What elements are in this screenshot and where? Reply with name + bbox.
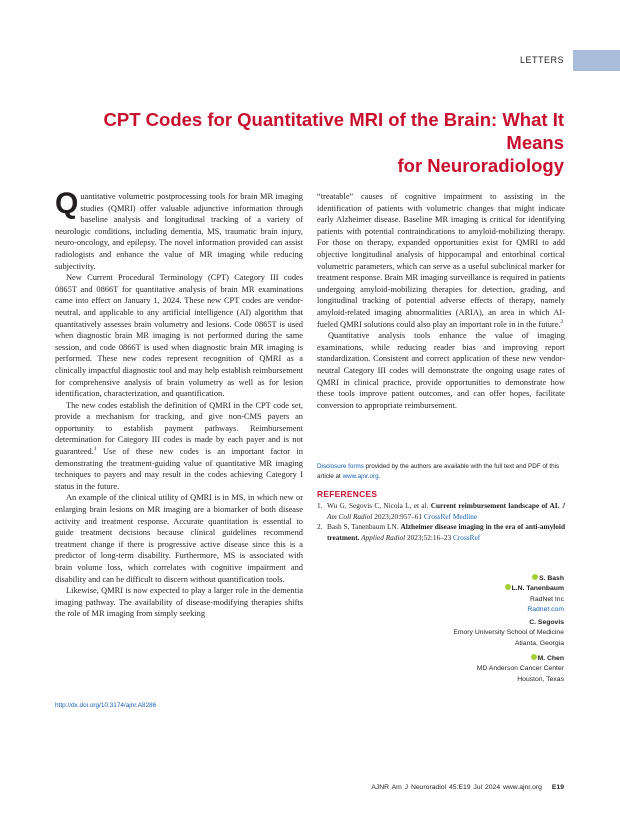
section-color-bar: [573, 50, 620, 71]
reference-citation: 2023;52:16–23: [405, 532, 453, 542]
footer-journal-info: AJNR Am J Neuroradiol 45:E19 Jul 2024 www.ajnr.org: [371, 784, 542, 791]
paragraph-3-text-b: Use of these new codes is an important factor in demonstrating the treatment-guiding value of quantitative MR imaging techniques to payers and may result in the codes achieving Category I status in the future.: [55, 447, 303, 491]
orcid-icon[interactable]: [532, 574, 538, 580]
drop-cap: Q: [55, 187, 79, 220]
author-block-radnet: [505, 574, 564, 616]
author-name: L.N. Tanenbaum: [511, 585, 564, 593]
author-block-mdanderson: [477, 654, 564, 685]
paragraph-5: Likewise, QMRI is now expected to play a larger role in the dementia imaging pathway. The availability of disease-modifying therapies shifts the role of MR imaging from simply seeking: [55, 586, 303, 619]
page-footer: [371, 784, 564, 791]
reference-number: 2.: [317, 522, 323, 532]
reference-title: Alzheimer disease imaging in the era of anti-amyloid treatment.: [327, 522, 565, 542]
author-location: Atlanta, Georgia: [514, 639, 564, 647]
disclosure-text: provided by the authors are available with the full text and PDF of this article at: [317, 463, 560, 481]
reference-links[interactable]: CrossRef: [453, 532, 481, 542]
paragraph-6: [317, 191, 565, 330]
reference-authors: Wu G, Segovis C, Nicola L, et al.: [327, 501, 431, 510]
reference-text: [327, 501, 565, 522]
left-column: [55, 187, 303, 620]
author-affiliation: Emory University School of Medicine: [453, 629, 564, 637]
references-heading: REFERENCES: [317, 489, 378, 499]
right-column: [317, 191, 565, 411]
disclosure-end: .: [378, 473, 381, 481]
reference-title: Current reimbursement landscape of AI.: [430, 501, 560, 510]
reference-text: [327, 522, 565, 543]
reference-number: 1.: [317, 501, 323, 510]
reference-item: [317, 522, 565, 543]
disclosure-forms-link[interactable]: Disclosure forms: [317, 463, 364, 470]
paragraph-2: New Current Procedural Terminology (CPT) Category III codes 0865T and 0866T for quantitative analysis of brain MR examinations came into effect on January 1, 2024. These new CPT codes are vendor-neutral, and applicable to any artificial intelligence (AI) algorithm that quantitatively assesses brain volumetry and lesions. Code 0865T is used when diagnostic brain MR imaging is not performed during the same session, and code 0866T is used when diagnostic brain MR imaging is performed. These new codes represent recognition of QMRI as a clinically impactful diagnostic tool and may help establish reimbursement for comprehensive analysis of brain volumetry as well as for lesion identification, characterization, and quantification.: [55, 273, 303, 399]
author-block-emory: [453, 618, 564, 649]
paragraph-3-text-a: The new codes establish the definition of QMRI in the CPT code set, provide a mechanism for tracking, and give non-CMS payers an opportunity to establish payment pathways. Reimbursement determination for Category III codes is made by each payer and is not guaranteed.: [55, 400, 303, 457]
orcid-icon[interactable]: [531, 654, 537, 660]
reference-citation: 2023;20:957–61: [372, 511, 424, 521]
orcid-icon[interactable]: [505, 584, 511, 590]
article-title: [50, 108, 564, 177]
author-location: Houston, Texas: [517, 675, 564, 683]
references-list: [317, 501, 565, 543]
section-label: LETTERS: [519, 55, 564, 65]
affiliation-link[interactable]: Radnet.com: [527, 606, 564, 614]
paragraph-3: [55, 400, 303, 493]
disclosure-note: [317, 462, 565, 482]
paragraph-6-text: “treatable” causes of cognitive impairment to assisting in the identification of patients with volumetric changes that might indicate early Alzheimer disease. Baseline MR imaging is critical for identifying patients with potential contraindications to amyloid-mobilizing therapy. For those on therapy, expanded opportunities exist for QMRI to add objective longitudinal analysis of hippocampal and entorhinal cortical volumetric parameters, which can serve as a useful subclinical marker for treatment response. Brain MR imaging surveillance is required in patients undergoing amyloid-mobilizing therapies for detection, grading, and longitudinal tracking of potential adverse effects of therapy, namely amyloid-related imaging abnormalities (ARIA), an area in which AI-fueled QMRI solutions could also play an important role in in the future.: [317, 192, 565, 329]
author-name: M. Chen: [537, 655, 564, 662]
author-name: S. Bash: [539, 575, 564, 582]
page-number: E19: [551, 784, 564, 791]
ajnr-site-link[interactable]: www.ajnr.org: [342, 473, 379, 481]
reference-authors: Bash S, Tanenbaum LN.: [327, 522, 401, 532]
doi-link[interactable]: http://dx.doi.org/10.3174/ajnr.A8286: [55, 702, 157, 709]
author-name: C. Segovis: [529, 619, 564, 626]
paragraph-1-text: uantitative volumetric postprocessing tools for brain MR imaging studies (QMRI) offer valuable adjunctive information through baseline analysis and longitudinal tracking of a variety of neurologic conditions, including dementia, MS, traumatic brain injury, neuro-oncology, and epilepsy. The novel information provided can assist radiologists and enhance the value of MR imaging while reducing subjectivity.: [55, 192, 303, 271]
reference-links[interactable]: CrossRef Medline: [423, 511, 478, 521]
reference-journal: Applied Radiol: [359, 532, 406, 542]
title-line-2: for Neuroradiology: [397, 155, 564, 176]
author-affiliation: RadNet Inc: [529, 595, 564, 603]
paragraph-1: [55, 187, 303, 272]
reference-journal: J Am Coll Radiol: [327, 501, 565, 521]
reference-item: [317, 501, 565, 522]
citation-2[interactable]: 2: [560, 318, 564, 325]
citation-1[interactable]: 1: [93, 446, 97, 453]
paragraph-7: Quantitative analysis tools enhance the value of imaging examinations, while reducing reader bias and improving report standardization. Consistent and correct application of these new vendor-neutral Category III codes will demonstrate the ongoing usage rates of QMRI in clinical practice, provide opportunities to demonstrate how these tools improve patient outcomes, and can offer hopes, facilitate conversion to appropriate reimbursement.: [317, 331, 565, 410]
title-line-1: CPT Codes for Quantitative MRI of the Brain: What It Means: [103, 109, 564, 153]
paragraph-4: An example of the clinical utility of QMRI is in MS, in which new or enlarging brain lesions on MR imaging are a biomarker of both disease activity and treatment response. Accurate quantitation is essential to guide treatment decisions because clinical guidelines recommend treatment change if there is progressive active disease since this is a predictor of long-term disability. Furthermore, MS is associated with brain volume loss, which correlates with cognitive impairment and disability and can be difficult to discern without quantification tools.: [55, 493, 303, 584]
author-affiliation: MD Anderson Cancer Center: [476, 665, 564, 673]
